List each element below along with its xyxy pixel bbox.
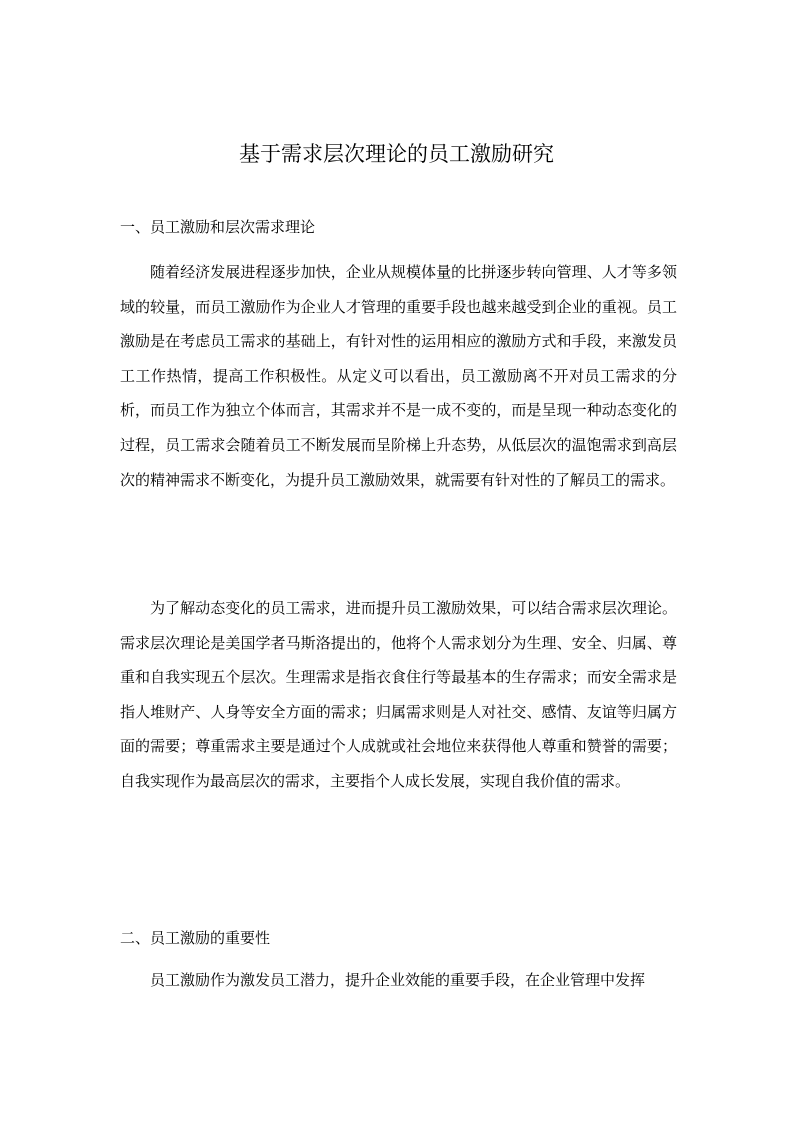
document-title: 基于需求层次理论的员工激励研究 [239,142,554,166]
section-heading-2: 二、员工激励的重要性 [120,929,271,947]
paragraph-1: 随着经济发展进程逐步加快，企业从规模体量的比拼逐步转向管理、人才等多领域的较量，而员工激励作为企业人才管理的重要手段也越来越受到企业的重视。员工激励是在考虑员工需求的基础上，有针对性的运用相应的激励方式和手段，来激发员工工作热情，提高工作积极性。从定义可以看出，员工激励离不开对员工需求的分析，而员工作为独立个体而言，其需求并不是一成不变的，而是呈现一种动态变化的过程，员工需求会随着员工不断发展而呈阶梯上升态势，从低层次的温饱需求到高层次的精神需求不断变化，为提升员工激励效果，就需要有针对性的了解员工的需求。 [120,263,677,489]
paragraph-3: 员工激励作为激发员工潜力，提升企业效能的重要手段，在企业管理中发挥 [150,971,646,989]
paragraph-2: 为了解动态变化的员工需求，进而提升员工激励效果，可以结合需求层次理论。需求层次理论是美国学者马斯洛提出的，他将个人需求划分为生理、安全、归属、尊重和自我实现五个层次。生理需求是指衣食住行等最基本的生存需求；而安全需求是指人堆财产、人身等安全方面的需求；归属需求则是人对社交、感情、友谊等归属方面的需要；尊重需求主要是通过个人成就或社会地位来获得他人尊重和赞誉的需要；自我实现作为最高层次的需求，主要指个人成长发展，实现自我价值的需求。 [120,599,677,790]
section-heading-1: 一、员工激励和层次需求理论 [120,218,316,236]
